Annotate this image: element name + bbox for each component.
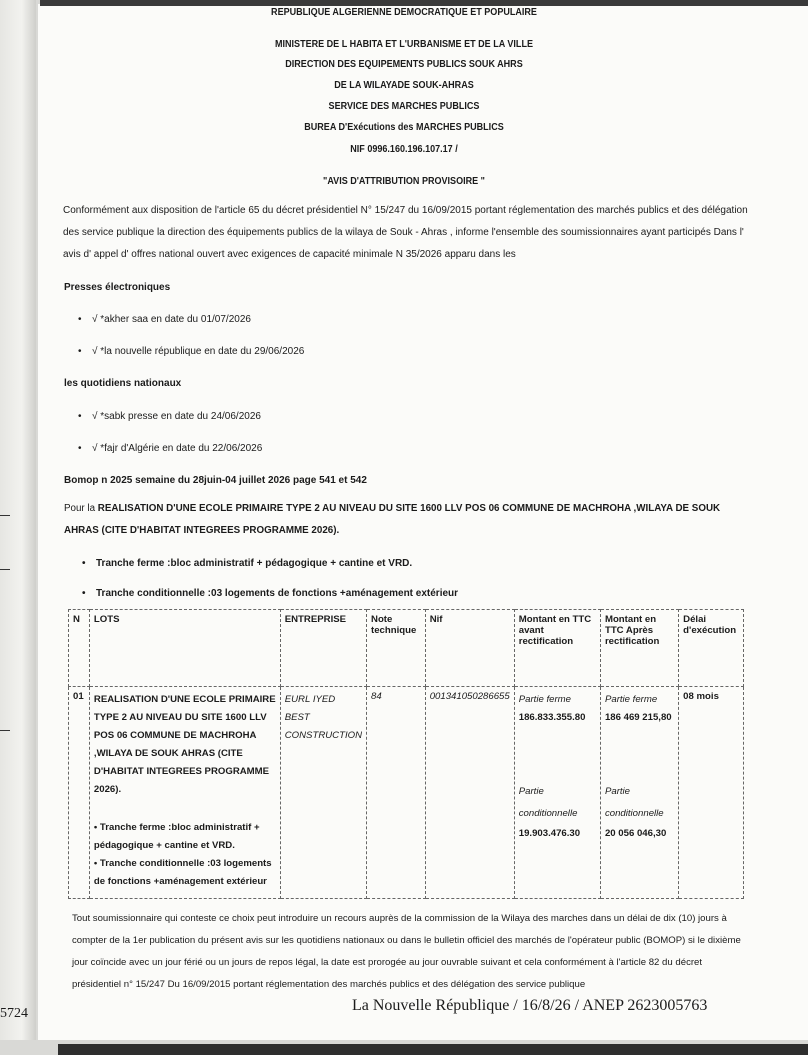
list-item: • Tranche ferme :bloc administratif + pédagogique + cantine et VRD.	[82, 558, 413, 569]
list-item: • Tranche conditionnelle :03 logements de fonctions +aménagement extérieur	[82, 588, 459, 599]
margin-tick	[0, 515, 10, 516]
quotidiens-title: les quotidiens nationaux	[64, 378, 182, 389]
margin-tick	[0, 569, 10, 570]
col-header-nif: Nif	[425, 610, 514, 687]
realisation-paragraph: Pour la REALISATION D'UNE ECOLE PRIMAIRE TYPE 2 AU NIVEAU DU SITE 1600 LLV POS 06 COMMUNE DE MACHROHA ,WILAYA DE SOUK AHRAS (CITE D'HABITAT INTEGREES PROGRAMME 2026).	[64, 503, 721, 536]
cell-lot: REALISATION D'UNE ECOLE PRIMAIRE TYPE 2 AU NIVEAU DU SITE 1600 LLV POS 06 COMMUNE DE MACHROHA ,WILAYA DE SOUK AHRAS (CITE D'HABITAT INTEGREES PROGRAMME 2026). • Tranche ferme :bloc administratif + pédagogique + cantine et VRD. • Tranche conditionnelle :03 logements de fonctions +aménagement extérieur	[89, 687, 280, 899]
bomop-line: Bomop n 2025 semaine du 28juin-04 juillet 2026 page 541 et 542	[64, 475, 367, 486]
col-header-delai: Délai d'exécution	[679, 610, 744, 687]
margin-tick	[0, 730, 10, 731]
cell-entreprise: EURL IYED BEST CONSTRUCTION	[280, 687, 366, 899]
header-line-5: SERVICE DES MARCHES PUBLICS	[328, 100, 480, 112]
col-header-n: N	[69, 610, 90, 687]
col-header-note: Note technique	[367, 610, 426, 687]
table-row	[69, 687, 744, 899]
header-line-6: BUREA D'Exécutions des MARCHES PUBLICS	[304, 121, 504, 133]
header-line-4: DE LA WILAYADE SOUK-AHRAS	[334, 79, 474, 91]
cell-n: 01	[69, 687, 90, 899]
col-header-lots: LOTS	[89, 610, 280, 687]
col-header-apres: Montant en TTC Après rectification	[600, 610, 678, 687]
source-line: La Nouvelle République / 16/8/26 / ANEP 2623005763	[352, 997, 708, 1014]
header-nif: NIF 0996.160.196.107.17 /	[350, 143, 458, 155]
scan-bottom-border	[58, 1044, 808, 1055]
cell-delai: 08 mois	[679, 687, 744, 899]
cell-nif: 001341050286655	[425, 687, 514, 899]
col-header-entreprise: ENTREPRISE	[280, 610, 366, 687]
lots-table	[68, 609, 744, 899]
table-header-row	[69, 610, 744, 687]
presses-title: Presses électroniques	[64, 282, 171, 293]
intro-paragraph: Conformément aux disposition de l'article 65 du décret présidentiel N° 15/247 du 16/09/2015 portant réglementation des marchés publics et des délégation des service publique la direction des équipements publics de la wilaya de Souk - Ahras , informe l'ensemble des soumissionnaires ayant participés Dans l' avis d' appel d' offres national ouvert avec exigences de capacité minimale N 35/2026 apparu dans les	[63, 205, 748, 260]
list-item: • √ *akher saa en date du 01/07/2026	[78, 314, 251, 325]
col-header-avant: Montant en TTC avant rectification	[514, 610, 600, 687]
cell-montant-avant: Partie ferme 186.833.355.80 Partie conditionnelle 19.903.476.30	[514, 687, 600, 899]
header-line-3: DIRECTION DES EQUIPEMENTS PUBLICS SOUK AHRS	[285, 58, 523, 70]
cell-note: 84	[367, 687, 426, 899]
list-item: • √ *sabk presse en date du 24/06/2026	[78, 411, 261, 422]
list-item: • √ *la nouvelle république en date du 29/06/2026	[78, 346, 305, 357]
page-number-fragment: 5724	[0, 1006, 28, 1021]
recours-paragraph: Tout soumissionnaire qui conteste ce choix peut introduire un recours auprès de la commission de la Wilaya des marches dans un délai de dix (10) jours à compter de la 1er publication du présent avis sur les quotidiens nationaux ou dans le bulletin officiel des marchés de l'opérateur public (BOMOP) si le dixième jour coïncide avec un jour férié ou un jours de repos légal, la date est prorogée au jour ouvrable suivant et cela conformément à l'article 82 du décret présidentiel n° 15/247 Du 16/09/2015 portant réglementation des marchés publics et des délégation des service publique	[72, 913, 741, 990]
document-title: "AVIS D'ATTRIBUTION PROVISOIRE "	[323, 175, 485, 187]
header-line-2: MINISTERE DE L HABITA ET L'URBANISME ET DE LA VILLE	[274, 38, 533, 50]
cell-montant-apres: Partie ferme 186 469 215,80 Partie conditionnelle 20 056 046,30	[600, 687, 678, 899]
list-item: • √ *fajr d'Algérie en date du 22/06/2026	[78, 443, 263, 454]
header-line-1: REPUBLIQUE ALGERIENNE DEMOCRATIQUE ET POPULAIRE	[271, 6, 537, 18]
